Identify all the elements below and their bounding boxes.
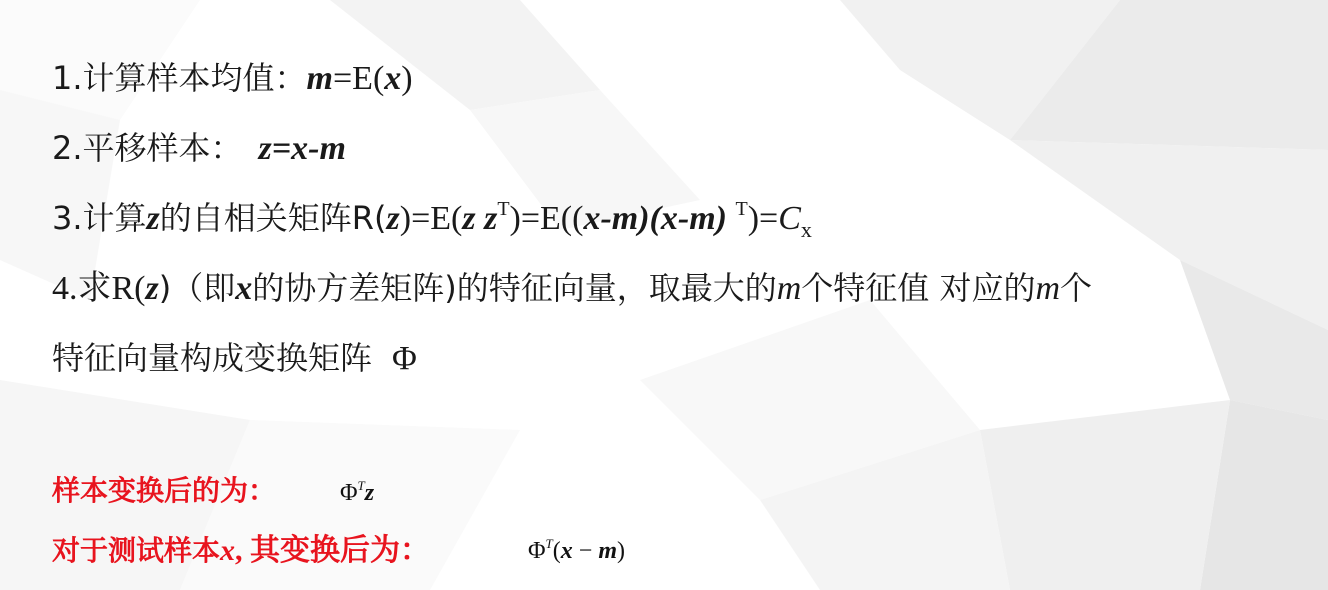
covariance-subscript: x bbox=[800, 217, 812, 242]
z-symbol: z bbox=[462, 200, 476, 237]
m-count-symbol: m bbox=[1035, 270, 1061, 307]
step-4-cont-text: 特征向量构成变换矩阵 bbox=[52, 339, 373, 377]
mean-symbol: m bbox=[598, 538, 617, 564]
minus-sign: − bbox=[572, 538, 599, 564]
result-2-text: 对于测试样本 bbox=[52, 534, 221, 567]
centered-sample: x-m bbox=[660, 200, 716, 237]
expectation-op: =E( bbox=[333, 60, 385, 97]
close-paren: ) bbox=[617, 538, 625, 564]
result-2-formula bbox=[528, 536, 625, 566]
step-4-text: 的协方差矩阵)的特征向量，取最大的 bbox=[252, 269, 777, 307]
result-1-label bbox=[52, 474, 276, 508]
covariance-symbol: C bbox=[778, 200, 801, 237]
sample-symbol: x bbox=[560, 538, 573, 564]
open-paren: ( bbox=[552, 538, 561, 564]
step-4-text: )（即 bbox=[158, 269, 236, 307]
phi-symbol: Φ bbox=[528, 538, 546, 564]
step-4-text: 个特征值 对应的 bbox=[801, 269, 1036, 307]
centered-sample: x-m bbox=[583, 200, 639, 237]
m-count-symbol: m bbox=[776, 270, 802, 307]
formula-text: )=E( bbox=[399, 200, 463, 237]
sample-symbol: x bbox=[384, 60, 402, 97]
step-3-label: 3.计算 bbox=[52, 199, 147, 237]
step-2-line bbox=[52, 128, 346, 169]
result-1-formula bbox=[340, 478, 374, 508]
phi-symbol: Φ bbox=[392, 340, 417, 377]
z-symbol: z bbox=[146, 200, 160, 237]
step-4-line bbox=[52, 268, 1092, 309]
transpose-superscript: T bbox=[545, 536, 553, 551]
result-1-text: 样本变换后的为： bbox=[52, 474, 277, 507]
step-3-text: 的自相关矩阵R( bbox=[159, 199, 387, 237]
z-symbol: z bbox=[484, 200, 498, 237]
step-4-text: 个 bbox=[1060, 269, 1093, 307]
z-symbol: z bbox=[364, 480, 375, 506]
z-symbol: z bbox=[386, 200, 400, 237]
mean-symbol: m bbox=[306, 60, 333, 97]
formula-text: )= bbox=[747, 200, 779, 237]
close-paren: ) bbox=[715, 200, 727, 237]
close-paren: ) bbox=[401, 60, 413, 97]
z-symbol: z bbox=[145, 270, 159, 307]
shift-formula: =x-m bbox=[271, 130, 346, 167]
formula-text: )=E(( bbox=[509, 200, 584, 237]
formula-text: )( bbox=[638, 200, 661, 237]
step-4-label: 4.求R( bbox=[52, 270, 146, 307]
step-2-label: 2.平移样本： bbox=[52, 129, 243, 167]
step-1-line bbox=[52, 58, 413, 99]
z-symbol: z bbox=[258, 130, 272, 167]
sample-symbol: x bbox=[235, 270, 253, 307]
result-2-text: , 其变换后为： bbox=[235, 534, 431, 567]
transpose-superscript: T bbox=[357, 478, 365, 493]
result-2-label bbox=[52, 534, 430, 568]
step-3-line bbox=[52, 198, 812, 242]
phi-symbol: Φ bbox=[340, 480, 358, 506]
sample-symbol: x bbox=[220, 534, 236, 567]
step-4-continuation bbox=[52, 338, 417, 379]
step-1-label: 1.计算样本均值： bbox=[52, 59, 307, 97]
transpose-superscript: T bbox=[497, 198, 510, 220]
transpose-superscript: T bbox=[735, 198, 748, 220]
